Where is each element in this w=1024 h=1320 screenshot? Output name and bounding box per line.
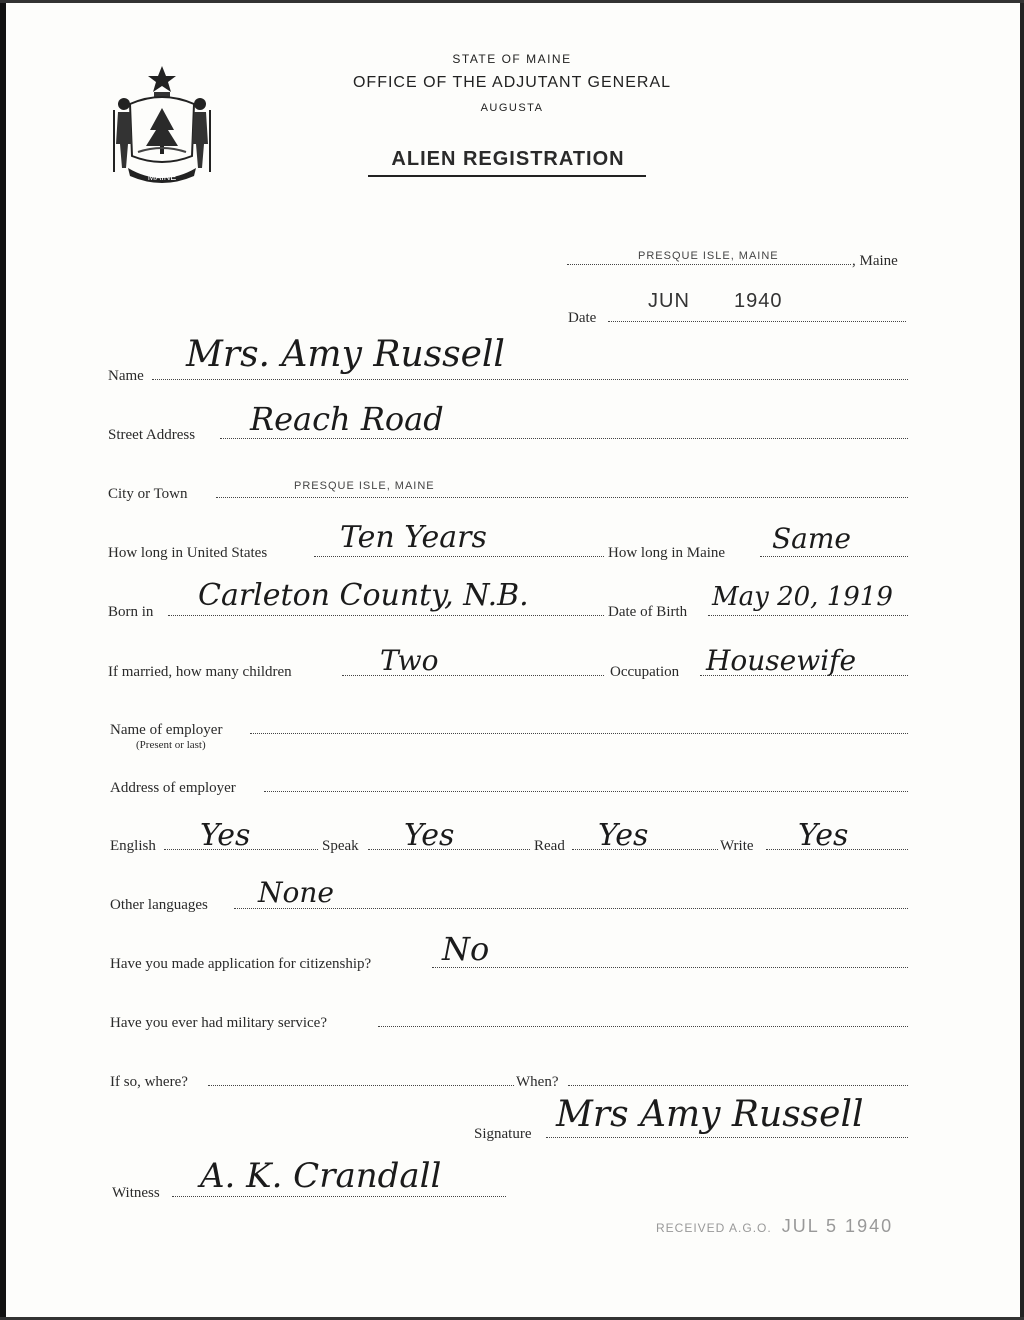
occupation-value: Housewife [706,644,857,677]
street-line [220,438,908,439]
scan-edge-right [1020,0,1024,1320]
date-stamp-month: JUN [648,290,690,312]
children-label: If married, how many children [108,664,292,680]
scan-edge-left [0,0,6,1320]
city-label: City or Town [108,486,188,502]
write-value: Yes [798,818,849,853]
place-stamp: PRESQUE ISLE, MAINE [638,250,779,262]
employer-line [250,733,908,734]
employer-sublabel: (Present or last) [136,739,206,751]
read-label: Read [534,838,565,854]
born-in-value: Carleton County, N.B. [198,578,529,613]
other-languages-value: None [258,876,334,909]
received-stamp-date: JUL 5 1940 [781,1216,894,1236]
name-label: Name [108,368,144,384]
when-label: When? [516,1074,559,1090]
witness-value: A. K. Crandall [200,1156,442,1196]
name-value: Mrs. Amy Russell [186,334,505,375]
street-label: Street Address [108,427,196,443]
street-value: Reach Road [250,400,444,438]
other-languages-label: Other languages [110,897,208,913]
header-city: AUGUSTA [480,102,544,114]
where-line [208,1085,514,1086]
citizenship-label: Have you made application for citizenship? [110,956,372,972]
how-long-maine-line [760,556,908,557]
when-line [568,1085,908,1086]
citizenship-value: No [442,930,490,968]
name-line [152,379,908,380]
how-long-us-label: How long in United States [108,545,268,561]
dob-line [708,615,908,616]
how-long-maine-label: How long in Maine [608,545,726,561]
place-line [567,264,851,265]
date-label: Date [568,310,597,326]
date-line [608,321,906,322]
employer-address-label: Address of employer [110,780,236,796]
citizenship-line [432,967,908,968]
witness-line [172,1196,506,1197]
signature-line [546,1137,908,1138]
seal-motto: MAINE [147,172,177,182]
where-label: If so, where? [110,1074,188,1090]
military-line [378,1026,908,1027]
header-office: OFFICE OF THE ADJUTANT GENERAL [352,74,672,91]
header-state: STATE OF MAINE [452,52,572,66]
speak-value: Yes [404,818,455,853]
how-long-maine-value: Same [772,522,851,555]
employer-label: Name of employer [110,722,223,738]
dob-label: Date of Birth [608,604,688,620]
speak-label: Speak [322,838,359,854]
signature-value: Mrs Amy Russell [556,1094,864,1135]
english-label: English [110,838,156,854]
employer-address-line [264,791,908,792]
city-line [216,497,908,498]
city-stamp: PRESQUE ISLE, MAINE [294,480,435,492]
born-in-line [168,615,604,616]
occupation-label: Occupation [610,664,680,680]
military-label: Have you ever had military service? [110,1015,327,1031]
how-long-us-line [314,556,604,557]
witness-label: Witness [112,1185,160,1201]
other-languages-line [234,908,908,909]
how-long-us-value: Ten Years [340,520,487,555]
born-in-label: Born in [108,604,154,620]
title-underline [368,175,646,177]
read-value: Yes [598,818,649,853]
signature-label: Signature [474,1126,532,1142]
date-stamp-year: 1940 [734,290,783,312]
english-value: Yes [200,818,251,853]
maine-label: , Maine [852,253,898,269]
children-value: Two [380,644,439,677]
received-stamp-text: RECEIVED A.G.O. [656,1221,772,1235]
dob-value: May 20, 1919 [712,582,893,612]
form-title: ALIEN REGISTRATION [391,148,625,170]
scan-edge-top [0,0,1024,3]
received-stamp [656,1216,893,1237]
write-label: Write [720,838,754,854]
